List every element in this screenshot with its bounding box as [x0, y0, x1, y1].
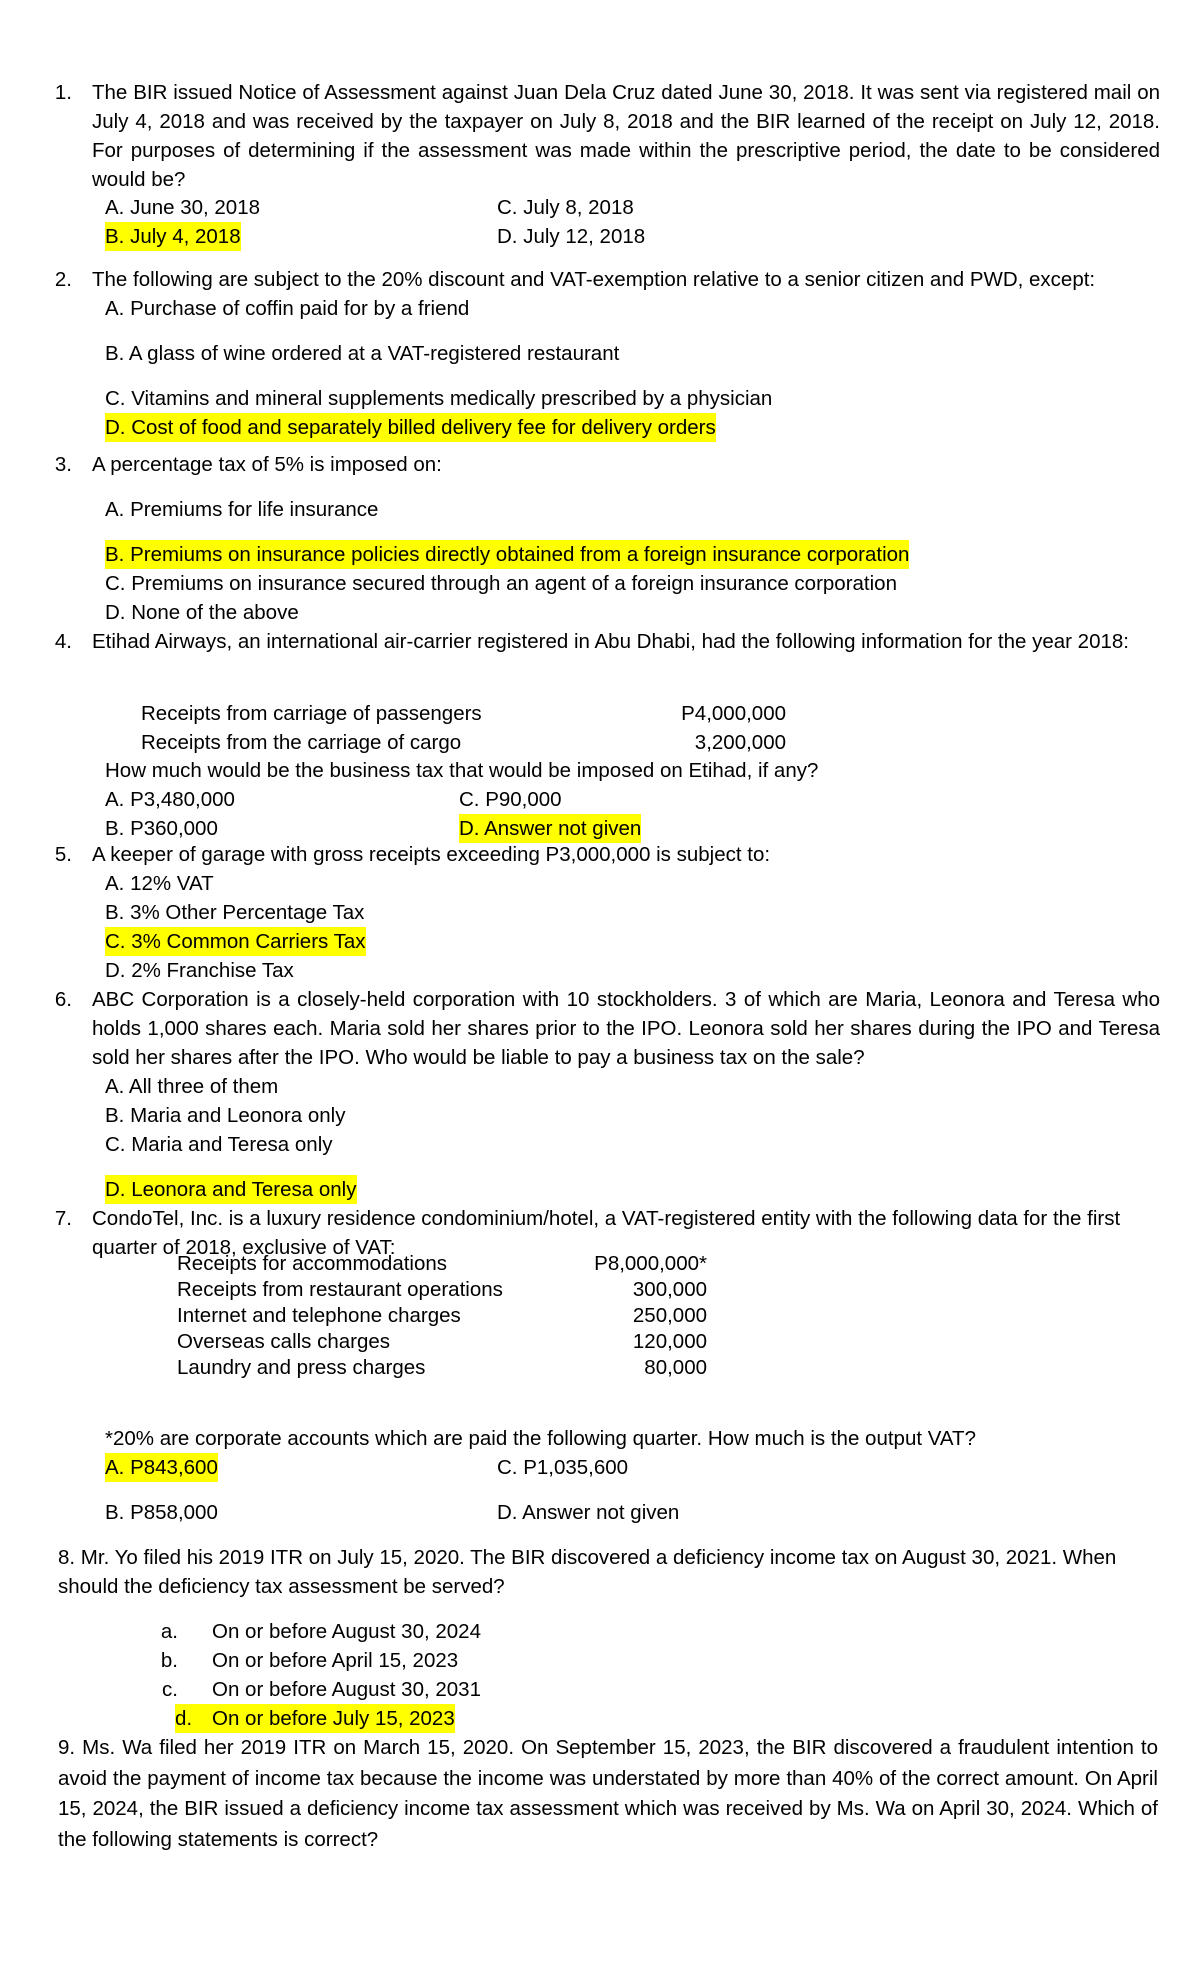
- receipt-value: 80,000: [644, 1356, 707, 1379]
- choice-c-answer: C. 3% Common Carriers Tax: [105, 927, 366, 956]
- choice-a: A. 12% VAT: [105, 872, 214, 895]
- question-number: 4.: [54, 630, 72, 653]
- choice-b: B. Maria and Leonora only: [105, 1104, 346, 1127]
- receipt-value: P4,000,000: [681, 702, 786, 725]
- question-followup: How much would be the business tax that would be imposed on Etihad, if any?: [105, 759, 819, 782]
- question-number: 7.: [54, 1207, 72, 1230]
- choice-d: D. 2% Franchise Tax: [105, 959, 294, 982]
- choice-b: B. P360,000: [105, 817, 218, 840]
- question-text: CondoTel, Inc. is a luxury residence condominium/hotel, a VAT-registered entity with the following data for the first quarter of 2018, exclusive of VAT:: [92, 1207, 1121, 1259]
- choice-a: On or before August 30, 2024: [212, 1620, 481, 1643]
- choice-c: C. July 8, 2018: [497, 196, 634, 219]
- receipt-label: Laundry and press charges: [177, 1356, 426, 1379]
- choice-a: A. Purchase of coffin paid for by a friend: [105, 297, 470, 320]
- choice-letter: d.: [175, 1707, 193, 1730]
- receipt-label: Internet and telephone charges: [177, 1304, 461, 1327]
- question-number: 3.: [54, 453, 72, 476]
- choice-d-answer: D. Leonora and Teresa only: [105, 1175, 357, 1204]
- choice-a: A. All three of them: [105, 1075, 279, 1098]
- receipt-value: 120,000: [632, 1330, 707, 1353]
- choice-d-answer: D. Cost of food and separately billed delivery fee for delivery orders: [105, 413, 716, 442]
- question-text: ABC Corporation is a closely-held corporation with 10 stockholders. 3 of which are Maria, Leonora and Teresa who holds 1,000 shares each. Maria sold her shares prior to the IPO. Leonora sold her shares during the IPO and Teresa sold her shares after the IPO. Who would be liable to pay a business tax on the sale?: [92, 988, 1160, 1069]
- receipt-value: P8,000,000*: [594, 1252, 707, 1275]
- receipt-label: Receipts for accommodations: [177, 1252, 448, 1275]
- question-text: The BIR issued Notice of Assessment against Juan Dela Cruz dated June 30, 2018. It was sent via registered mail on July 4, 2018 and was received by the taxpayer on July 8, 2018 and the BIR learned of the receipt on July 12, 2018. For purposes of determining if the assessment was made within the prescriptive period, the date to be considered would be?: [92, 81, 1160, 191]
- receipt-label: Receipts from restaurant operations: [177, 1278, 503, 1301]
- question-number: 2.: [54, 268, 72, 291]
- receipt-value: 3,200,000: [694, 731, 786, 754]
- receipt-label: Overseas calls charges: [177, 1330, 391, 1353]
- choice-a: A. June 30, 2018: [105, 196, 261, 219]
- choice-letter: c.: [162, 1678, 178, 1701]
- choice-c: C. P90,000: [459, 788, 562, 811]
- question-number: 1.: [54, 81, 72, 104]
- receipt-value: 250,000: [632, 1304, 707, 1327]
- receipt-label: Receipts from the carriage of cargo: [141, 731, 462, 754]
- choice-b: B. A glass of wine ordered at a VAT-registered restaurant: [105, 342, 620, 365]
- question-text: A keeper of garage with gross receipts exceeding P3,000,000 is subject to:: [92, 843, 771, 866]
- question-text: A percentage tax of 5% is imposed on:: [92, 453, 442, 476]
- choice-d: D. None of the above: [105, 601, 299, 624]
- choice-b-answer: B. July 4, 2018: [105, 222, 241, 251]
- choice-a-answer: A. P843,600: [105, 1453, 218, 1482]
- choice-c: On or before August 30, 2031: [212, 1678, 481, 1701]
- question-text: Etihad Airways, an international air-carrier registered in Abu Dhabi, had the following information for the year 2018:: [92, 630, 1129, 653]
- question-text: The following are subject to the 20% discount and VAT-exemption relative to a senior citizen and PWD, except:: [92, 268, 1096, 291]
- receipt-label: Receipts from carriage of passengers: [141, 702, 482, 725]
- question-number: 6.: [54, 988, 72, 1011]
- choice-d-answer: [175, 1704, 455, 1733]
- choice-b: B. 3% Other Percentage Tax: [105, 901, 365, 924]
- choice-c: C. Maria and Teresa only: [105, 1133, 333, 1156]
- choice-d-answer: D. Answer not given: [459, 814, 641, 843]
- question-text: 9. Ms. Wa filed her 2019 ITR on March 15, 2020. On September 15, 2023, the BIR discovered a fraudulent intention to avoid the payment of income tax because the income was understated by more than 40% of the correct amount. On April 15, 2024, the BIR issued a deficiency income tax assessment which was received by Ms. Wa on April 30, 2024. Which of the following statements is correct?: [58, 1736, 1158, 1851]
- choice-c: C. P1,035,600: [497, 1456, 629, 1479]
- choice-d: D. Answer not given: [497, 1501, 680, 1524]
- choice-text: On or before July 15, 2023: [212, 1707, 455, 1730]
- choice-b: B. P858,000: [105, 1501, 218, 1524]
- choice-b-answer: B. Premiums on insurance policies directly obtained from a foreign insurance corporation: [105, 540, 909, 569]
- question-followup: *20% are corporate accounts which are paid the following quarter. How much is the output VAT?: [105, 1427, 976, 1450]
- question-text: 8. Mr. Yo filed his 2019 ITR on July 15, 2020. The BIR discovered a deficiency income tax on August 30, 2021. When should the deficiency tax assessment be served?: [58, 1546, 1117, 1598]
- choice-d: D. July 12, 2018: [497, 225, 646, 248]
- choice-letter: a.: [160, 1620, 178, 1643]
- choice-b: On or before April 15, 2023: [212, 1649, 459, 1672]
- choice-c: C. Premiums on insurance secured through an agent of a foreign insurance corporation: [105, 572, 897, 595]
- choice-letter: b.: [160, 1649, 178, 1672]
- choice-a: A. Premiums for life insurance: [105, 498, 379, 521]
- choice-a: A. P3,480,000: [105, 788, 235, 811]
- receipt-value: 300,000: [632, 1278, 707, 1301]
- choice-c: C. Vitamins and mineral supplements medically prescribed by a physician: [105, 387, 773, 410]
- question-number: 5.: [54, 843, 72, 866]
